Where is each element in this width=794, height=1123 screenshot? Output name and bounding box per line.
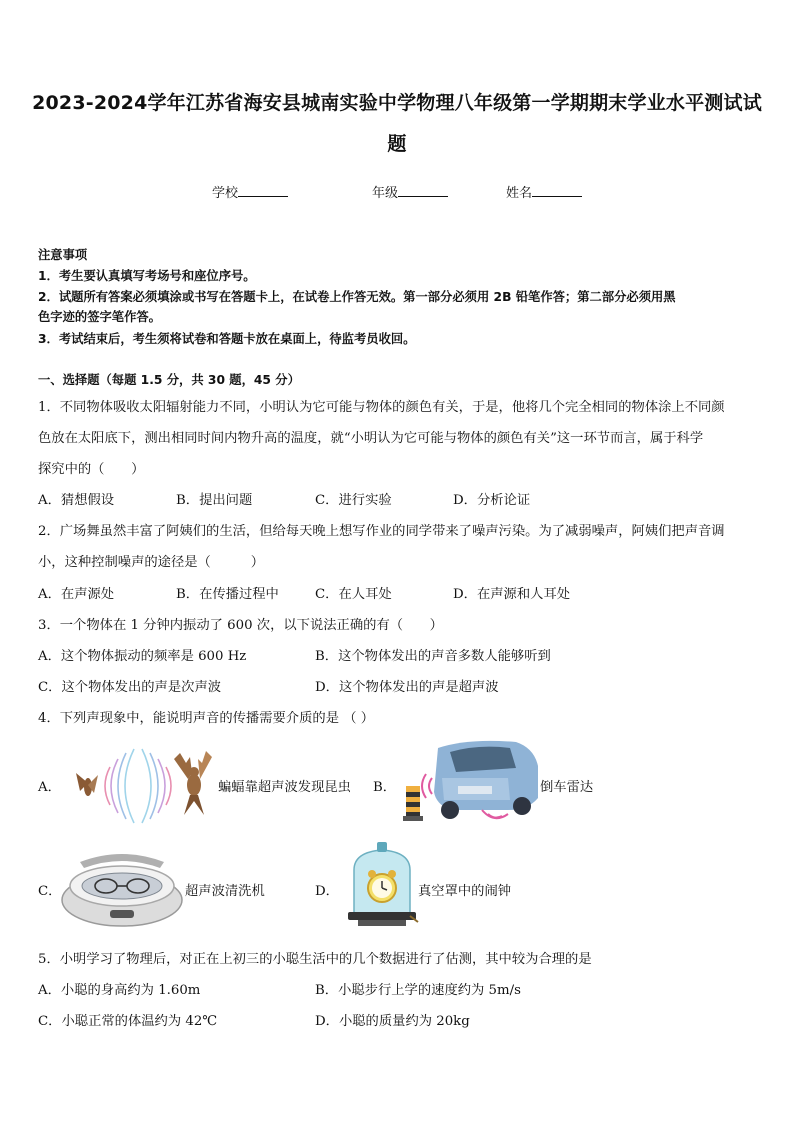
reversing-radar-image [398, 738, 540, 822]
q1-stem-line2: 色放在太阳底下，测出相同时间内物升高的温度，就“小明认为它可能与物体的颜色有关”这一环节而言，属于科学 [38, 431, 704, 446]
exam-title: 2023-2024学年江苏省海安县城南实验中学物理八年级第一学期期末学业水平测试试 [32, 92, 762, 114]
notes-heading: 注意事项 [38, 248, 88, 262]
q2-option-b: B．在传播过程中 [176, 587, 279, 602]
q4-option-d-caption: 真空罩中的闹钟 [418, 884, 512, 899]
q1-option-b: B．提出问题 [176, 493, 253, 508]
note-item-2-cont: 色字迹的签字笔作答。 [38, 310, 161, 324]
q1-option-a: A．猜想假设 [38, 493, 115, 508]
q2-stem-line1: 2．广场舞虽然丰富了阿姨们的生活，但给每天晚上想写作业的同学带来了噪声污染。为了减弱噪声，阿姨们把声音调 [38, 524, 725, 539]
ultrasonic-cleaner-image [60, 848, 184, 928]
grade-field [372, 182, 448, 201]
q4-option-a-caption: 蝙蝠靠超声波发现昆虫 [218, 780, 351, 795]
q4-option-b-letter: B． [373, 780, 397, 795]
grade-label: 年级 [372, 186, 399, 201]
q2-option-a: A．在声源处 [38, 587, 115, 602]
q3-option-d: D．这个物体发出的声是超声波 [315, 680, 499, 695]
school-field [212, 182, 288, 201]
q4-option-c-caption: 超声波清洗机 [185, 884, 265, 899]
bat-ultrasound-image [72, 745, 217, 827]
note-item-2: 2．试题所有答案必须填涂或书写在答题卡上，在试卷上作答无效。第一部分必须用 2B 铅笔作答；第二部分必须用黑 [38, 290, 676, 304]
q3-stem: 3．一个物体在 1 分钟内振动了 600 次，以下说法正确的有（ ） [38, 618, 443, 633]
q2-option-c: C．在人耳处 [315, 587, 392, 602]
school-label: 学校 [212, 186, 239, 201]
q5-option-c: C．小聪正常的体温约为 42℃ [38, 1014, 218, 1029]
q4-option-b-caption: 倒车雷达 [540, 780, 594, 795]
q5-option-d: D．小聪的质量约为 20kg [315, 1014, 470, 1029]
name-label: 姓名 [506, 186, 533, 201]
section-heading: 一、选择题（每题 1.5 分，共 30 题，45 分） [38, 373, 300, 387]
q4-option-c-letter: C． [38, 884, 62, 899]
q4-stem: 4．下列声现象中，能说明声音的传播需要介质的是 （ ） [38, 711, 375, 726]
q4-option-a-letter: A． [38, 780, 61, 795]
q1-option-d: D．分析论证 [453, 493, 531, 508]
school-blank [238, 184, 288, 197]
q3-option-c: C．这个物体发出的声是次声波 [38, 680, 222, 695]
q2-stem-line2: 小，这种控制噪声的途径是（ ） [38, 555, 265, 570]
q3-option-a: A．这个物体振动的频率是 600 Hz [38, 649, 247, 664]
note-item-1: 1．考生要认真填写考场号和座位序号。 [38, 269, 256, 283]
q4-option-d-letter: D． [315, 884, 339, 899]
name-field [506, 182, 582, 201]
note-item-3: 3．考试结束后，考生须将试卷和答题卡放在桌面上，待监考员收回。 [38, 332, 416, 346]
q1-option-c: C．进行实验 [315, 493, 392, 508]
q5-option-b: B．小聪步行上学的速度约为 5m/s [315, 983, 521, 998]
q5-option-a: A．小聪的身高约为 1.60m [38, 983, 201, 998]
q2-option-d: D．在声源和人耳处 [453, 587, 571, 602]
exam-title-line2: 题 [387, 133, 407, 155]
q5-stem: 5．小明学习了物理后，对正在上初三的小聪生活中的几个数据进行了估测，其中较为合理的是 [38, 952, 592, 967]
bell-jar-clock-image [344, 840, 420, 932]
q1-stem-line3: 探究中的（ ） [38, 462, 145, 477]
q1-stem-line1: 1．不同物体吸收太阳辐射能力不同，小明认为它可能与物体的颜色有关，于是，他将几个完全相同的物体涂上不同颜 [38, 400, 725, 415]
q3-option-b: B．这个物体发出的声音多数人能够听到 [315, 649, 551, 664]
name-blank [532, 184, 582, 197]
grade-blank [398, 184, 448, 197]
